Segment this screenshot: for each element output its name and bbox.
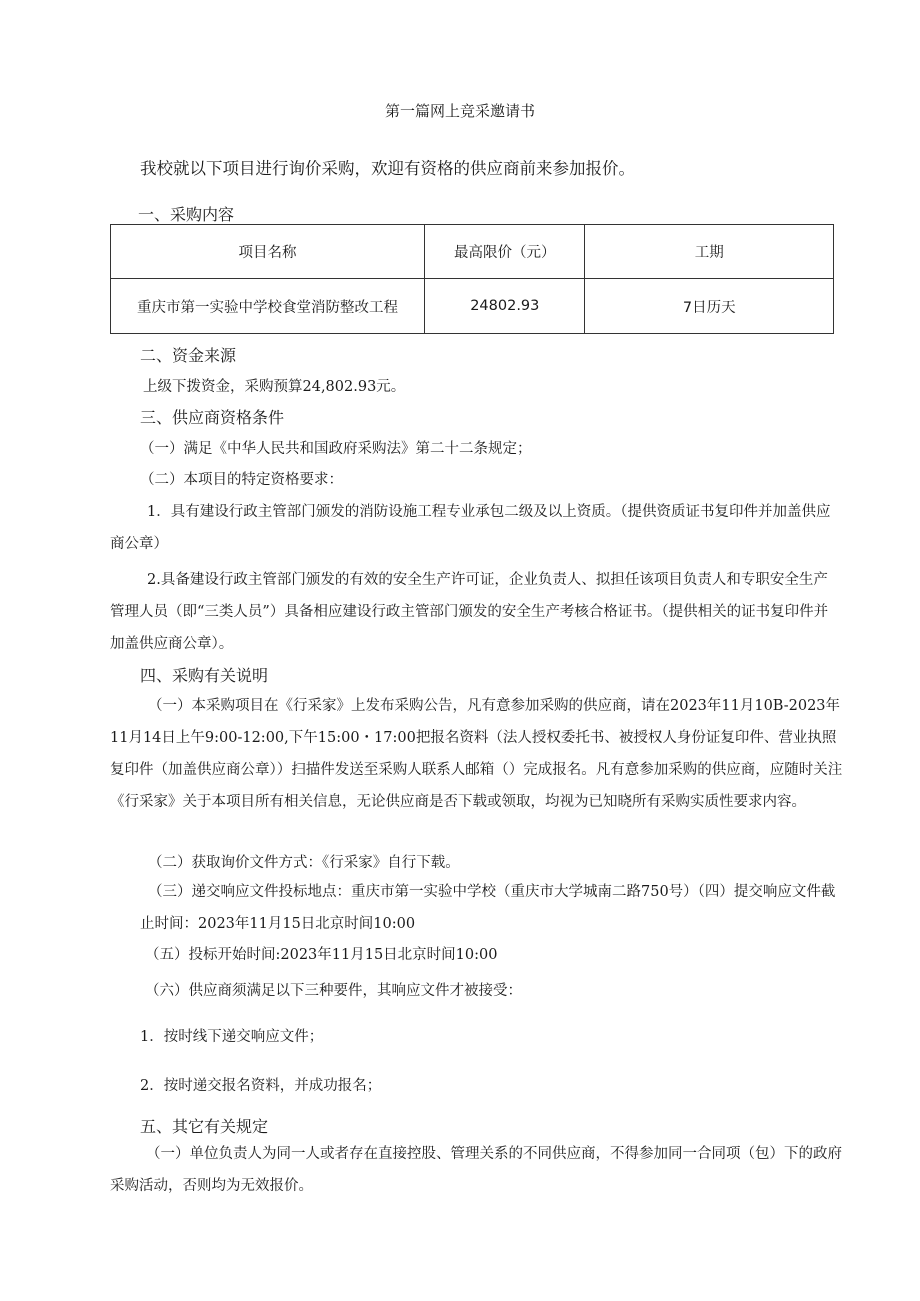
document-title: 第一篇网上竞采邀请书 xyxy=(384,102,535,120)
header-max-price: 最高限价（元） xyxy=(425,225,585,279)
section-heading-procurement-content: 一、采购内容 xyxy=(138,205,235,224)
section-heading-qualifications: 三、供应商资格条件 xyxy=(140,408,285,427)
other-rule-1: （一）单位负责人为同一人或者存在直接控股、管理关系的不同供应商，不得参加同一合同项（包）下的政府采购活动，否则均为无效报价。 xyxy=(110,1146,842,1194)
note-2: （二）获取询价文件方式：《行采家》自行下载。 xyxy=(148,855,460,871)
note-6-item-2: 2．按时递交报名资料，并成功报名； xyxy=(140,1078,382,1094)
section-heading-procurement-notes: 四、采购有关说明 xyxy=(140,666,269,685)
qualification-1: （一）满足《中华人民共和国政府采购法》第二十二条规定； xyxy=(140,441,532,457)
intro-paragraph: 我校就以下项目进行询价采购，欢迎有资格的供应商前来参加报价。 xyxy=(140,159,635,178)
qualification-2-item-2: 2.具备建设行政主管部门颁发的有效的安全生产许可证，企业负责人、拟担任该项目负责人和专职安全生产管理人员（即“三类人员”）具备相应建设行政主管部门颁发的安全生产考核合格证书。（提供相关的证书复印件并加盖供应商公章）。 xyxy=(110,572,829,652)
qualification-2-item-1: 1．具有建设行政主管部门颁发的消防设施工程专业承包二级及以上资质。（提供资质证书复印件并加盖供应商公章） xyxy=(110,504,831,552)
note-1: （一）本采购项目在《行采家》上发布采购公告，凡有意参加采购的供应商，请在2023年11月10B-2023年11月14日上午9:00-12:00,下午15:00・17:00把报名资料（法人授权委托书、被授权人身份证复印件、营业执照复印件（加盖供应商公章））扫描件发送至采购人联系人邮箱（）完成报名。凡有意参加采购的供应商，应随时关注《行采家》关于本项目所有相关信息，无论供应商是否下载或领取，均视为已知晓所有采购实质性要求内容。 xyxy=(110,698,843,810)
note-6-item-1: 1．按时线下递交响应文件； xyxy=(140,1029,324,1045)
qualification-2: （二）本项目的特定资格要求： xyxy=(140,472,343,488)
cell-max-price: 24802.93 xyxy=(425,279,585,334)
header-duration: 工期 xyxy=(585,225,834,279)
funding-text: 上级下拨资金，采购预算24,802.93元。 xyxy=(143,379,406,395)
cell-project-name: 重庆市第一实验中学校食堂消防整改工程 xyxy=(111,279,425,334)
section-heading-funding: 二、资金来源 xyxy=(140,346,237,365)
note-5: （五）投标开始时间:2023年11月15日北京时间10:00 xyxy=(145,947,498,963)
header-project-name: 项目名称 xyxy=(111,225,425,279)
table-header-row xyxy=(111,225,834,279)
procurement-table xyxy=(110,224,834,334)
note-6: （六）供应商须满足以下三种要件，其响应文件才被接受： xyxy=(145,983,522,999)
table-row xyxy=(111,279,834,334)
cell-duration: 7日历天 xyxy=(585,279,834,334)
section-heading-other-rules: 五、其它有关规定 xyxy=(140,1117,269,1136)
note-3-4: （三）递交响应文件投标地点：重庆市第一实验中学校（重庆市大学城南二路750号）（四）提交响应文件截止时间：2023年11月15日北京时间10:00 xyxy=(140,884,836,932)
